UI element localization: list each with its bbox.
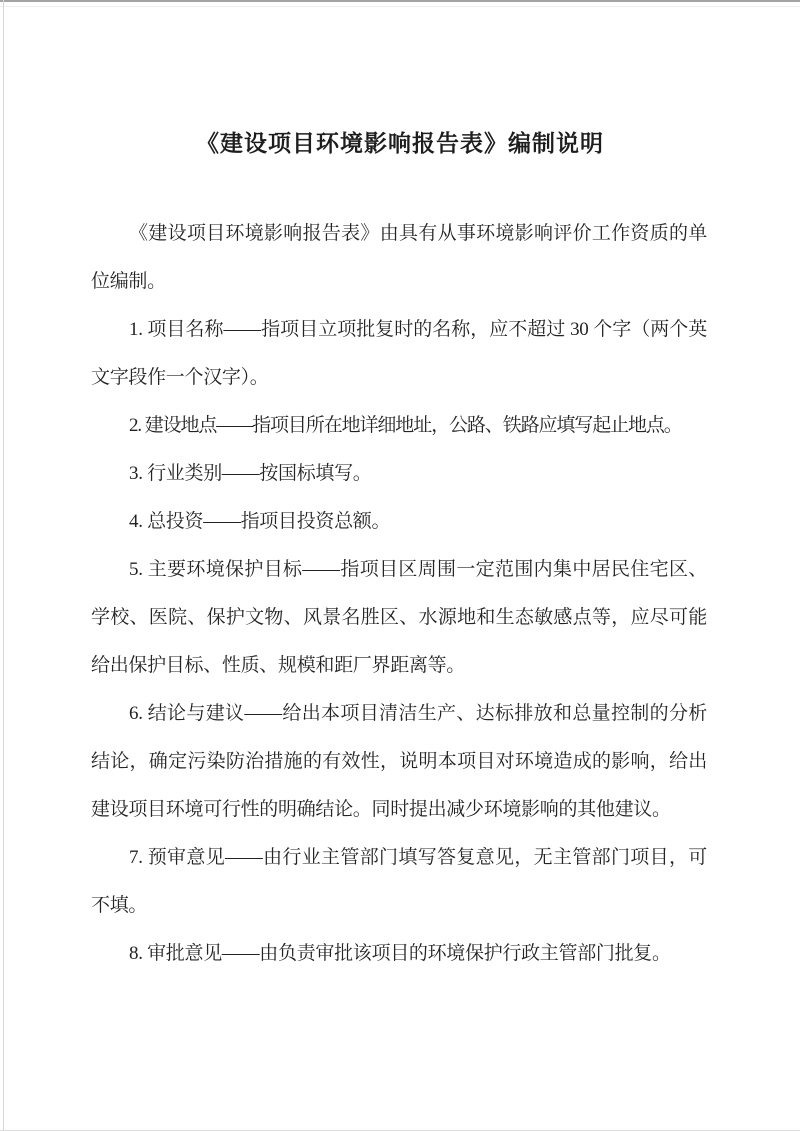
page-left-edge-line — [3, 0, 4, 1131]
paragraph-item-2-construction-site: 2. 建设地点——指项目所在地详细地址，公路、铁路应填写起止地点。 — [129, 415, 682, 436]
paragraph-item-6-conclusions-suggestions: 6. 结论与建议——给出本项目清洁生产、达标排放和总量控制的分析结论，确定污染防治措施的有效性，说明本项目对环境造成的影响，给出建设项目环境可行性的明确结论。同时提出减少环境影响的其他建议。 — [91, 703, 707, 820]
document-body — [91, 210, 707, 978]
paragraph-item-4-total-investment: 4. 总投资——指项目投资总额。 — [129, 511, 391, 532]
paragraph-item-8-approval-opinion: 8. 审批意见——由负责审批该项目的环境保护行政主管部门批复。 — [129, 943, 671, 964]
page-top-edge-line — [0, 0, 800, 2]
paragraph-item-3-industry-category: 3. 行业类别——按国标填写。 — [129, 463, 372, 484]
paragraph-item-5-protection-targets: 5. 主要环境保护目标——指项目区周围一定范围内集中居民住宅区、学校、医院、保护文物、风景名胜区、水源地和生态敏感点等，应尽可能给出保护目标、性质、规模和距厂界距离等。 — [91, 559, 707, 676]
document-title: 《建设项目环境影响报告表》编制说明 — [196, 131, 604, 156]
paragraph-intro: 《建设项目环境影响报告表》由具有从事环境影响评价工作资质的单位编制。 — [91, 223, 707, 292]
page-top-faint-line — [0, 6, 800, 7]
paragraph-item-7-preliminary-review-opinion: 7. 预审意见——由行业主管部门填写答复意见，无主管部门项目，可不填。 — [91, 847, 707, 916]
paragraph-item-1-project-name: 1. 项目名称——指项目立项批复时的名称，应不超过 30 个字（两个英文字段作一个汉字）。 — [91, 319, 707, 388]
